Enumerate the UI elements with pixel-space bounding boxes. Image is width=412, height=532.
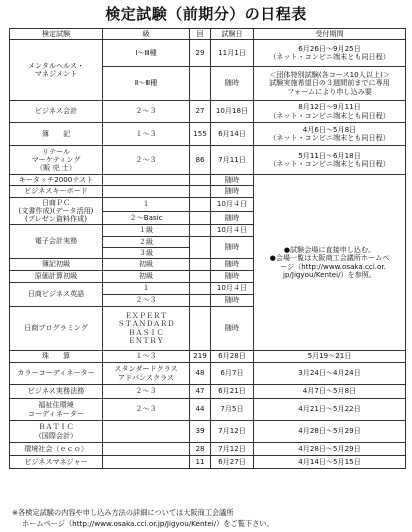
exam-period: 8月12日～9月11日 （ネット・コンビニ端末とも同日程） (254, 101, 406, 123)
exam-date: 7月12日 (211, 421, 254, 443)
table-row (10, 123, 406, 146)
header-kai: 回 (190, 29, 211, 40)
exam-date: 6月7日 (211, 363, 254, 385)
exam-date: 10月４日 (211, 225, 254, 237)
exam-level: １級 (103, 225, 190, 237)
exam-kai: 47 (190, 385, 211, 399)
table-row (10, 175, 406, 186)
exam-date: 随時 (211, 67, 254, 101)
exam-date: 随時 (211, 237, 254, 259)
exam-period: ＜団体特別試験(各コース10人以上)＞ 試験実施希望日の３週間前までに専用 フォームにより申し込み要 (254, 67, 406, 101)
exam-name: 環境社会（ｅｃｏ） (10, 443, 103, 456)
exam-level (103, 421, 190, 443)
exam-date: 10月４日 (211, 198, 254, 212)
exam-date: 6月27日 (211, 456, 254, 469)
exam-kai: 219 (190, 351, 211, 363)
exam-date: 随時 (211, 295, 254, 307)
page-title: 検定試験（前期分）の日程表 (105, 5, 307, 23)
exam-kai: 27 (190, 101, 211, 123)
exam-kai: 11 (190, 456, 211, 469)
exam-period: 4月21日～5月22日 (254, 399, 406, 421)
table-row (10, 101, 406, 123)
exam-name: ＢＡＴＩＣ （国際会計） (10, 421, 103, 443)
exam-name: 簿 記 (10, 123, 103, 146)
exam-kai: 48 (190, 363, 211, 385)
header-date: 試験日 (211, 29, 254, 40)
exam-date: 随時 (211, 259, 254, 271)
exam-kai (190, 186, 211, 198)
exam-level: 初級 (103, 271, 190, 283)
exam-date: 6月21日 (211, 385, 254, 399)
exam-kai: 28 (190, 443, 211, 456)
exam-level: １ (103, 283, 190, 295)
exam-level (103, 186, 190, 198)
exam-kai: 29 (190, 40, 211, 67)
exam-level: スタンダードクラス アドバンスクラス (103, 363, 190, 385)
exam-level: ２～３ (103, 101, 190, 123)
exam-kai (190, 212, 211, 225)
exam-level (103, 443, 190, 456)
exam-name: ビジネス会計 (10, 101, 103, 123)
exam-period: 4月28日～5月29日 (254, 421, 406, 443)
exam-kai (190, 295, 211, 307)
table-row (10, 351, 406, 363)
exam-kai: 39 (190, 421, 211, 443)
exam-kai (190, 225, 211, 237)
exam-name: キータッチ2000テスト (10, 175, 103, 186)
table-row (10, 363, 406, 385)
exam-date: 随時 (211, 175, 254, 186)
exam-name: 珠 算 (10, 351, 103, 363)
exam-name: 日商ビジネス英語 (10, 283, 103, 307)
exam-name: リテール マーケティング （販 売 士） (10, 146, 103, 175)
exam-name: 日商ＰＣ (文書作成)(データ活用) (プレゼン資料作成) (10, 198, 103, 225)
exam-date: 7月11日 (211, 146, 254, 175)
exam-date: 6月28日 (211, 351, 254, 363)
exam-level: Ⅱ～Ⅲ種 (103, 67, 190, 101)
exam-name: 福祉住環境 コーディネーター (10, 399, 103, 421)
exam-kai: 44 (190, 399, 211, 421)
exam-level: ２級 (103, 237, 190, 248)
header-level: 級 (103, 29, 190, 40)
exam-level: ２～３ (103, 399, 190, 421)
shared-period-note: ●試験会場に直接申し込む。 ●会場一覧は大阪商工会議所ホームペ ージ（http://www.osaka.cci.or. jp/Jigyou/Kentei/）を参照。 (254, 175, 406, 351)
exam-name: 簿記初級 (10, 259, 103, 271)
exam-name: ビジネスキーボード (10, 186, 103, 198)
exam-date: 随時 (211, 212, 254, 225)
exam-name: 原価計算初級 (10, 271, 103, 283)
table-row (10, 146, 406, 175)
table-row (10, 421, 406, 443)
exam-date: 随時 (211, 186, 254, 198)
exam-date: 10月４日 (211, 283, 254, 295)
exam-kai (190, 175, 211, 186)
exam-date: 11月1日 (211, 40, 254, 67)
exam-period: 3月24日～4月24日 (254, 363, 406, 385)
table-row (10, 40, 406, 67)
exam-kai (190, 198, 211, 212)
exam-level: ２～３ (103, 385, 190, 399)
exam-period: 4月6日～5月8日 （ネット・コンビニ端末とも同日程） (254, 123, 406, 146)
exam-name: ビジネス実務法務 (10, 385, 103, 399)
exam-date: 随時 (211, 271, 254, 283)
exam-level: １～３ (103, 351, 190, 363)
exam-period: 6月26日～9月25日 （ネット・コンビニ端末とも同日程） (254, 40, 406, 67)
exam-date: 7月5日 (211, 399, 254, 421)
exam-kai (190, 67, 211, 101)
exam-kai (190, 271, 211, 283)
exam-date: 10月18日 (211, 101, 254, 123)
exam-level: ＥＸＰＥＲＴ ＳＴＡＮＤＡＲＤ ＢＡＳＩＣ ＥＮＴＲＹ (103, 307, 190, 351)
exam-kai (190, 259, 211, 271)
exam-level (103, 456, 190, 469)
exam-period: 5月11日～6月18日 （ネット・コンビニ端末とも同日程） (254, 146, 406, 175)
exam-level: ２～Basic (103, 212, 190, 225)
footer-url-note: ホームページ（http://www.osaka.cci.or.jp/Jigyou/Kentei/）をご覧下さい。 (22, 519, 274, 528)
exam-name: 電子会計実務 (10, 225, 103, 259)
table-header-row (10, 29, 406, 40)
exam-level: ２～３ (103, 295, 190, 307)
header-exam: 検定試験 (10, 29, 103, 40)
exam-level: １～３ (103, 123, 190, 146)
exam-kai: 86 (190, 146, 211, 175)
exam-level: ２～３ (103, 146, 190, 175)
exam-level: ３級 (103, 248, 190, 259)
exam-period: 5月19～21日 (254, 351, 406, 363)
exam-period: 4月14日～5月15日 (254, 456, 406, 469)
exam-kai (190, 237, 211, 259)
exam-level (103, 175, 190, 186)
table-row (10, 456, 406, 469)
exam-date: 7月12日 (211, 443, 254, 456)
exam-date: 随時 (211, 307, 254, 351)
exam-level: １ (103, 198, 190, 212)
exam-name: メンタルヘルス・ マネジメント (10, 40, 103, 101)
exam-date: 6月14日 (211, 123, 254, 146)
exam-level: 初級 (103, 259, 190, 271)
exam-name: ビジネスマネジャー (10, 456, 103, 469)
header-period: 受付期間 (254, 29, 406, 40)
exam-period: 4月7日～5月8日 (254, 385, 406, 399)
exam-name: 日商プログラミング (10, 307, 103, 351)
table-row (10, 443, 406, 456)
exam-kai (190, 307, 211, 351)
schedule-table (9, 28, 406, 469)
footer-note: ※各検定試験の内容や申し込み方法の詳細については大阪商工会議所 (12, 508, 234, 517)
exam-kai: 155 (190, 123, 211, 146)
exam-period: 4月28日～5月29日 (254, 443, 406, 456)
exam-name: カラーコーディネーター (10, 363, 103, 385)
exam-level: Ⅰ～Ⅲ種 (103, 40, 190, 67)
exam-kai (190, 283, 211, 295)
table-row (10, 385, 406, 399)
table-row (10, 399, 406, 421)
